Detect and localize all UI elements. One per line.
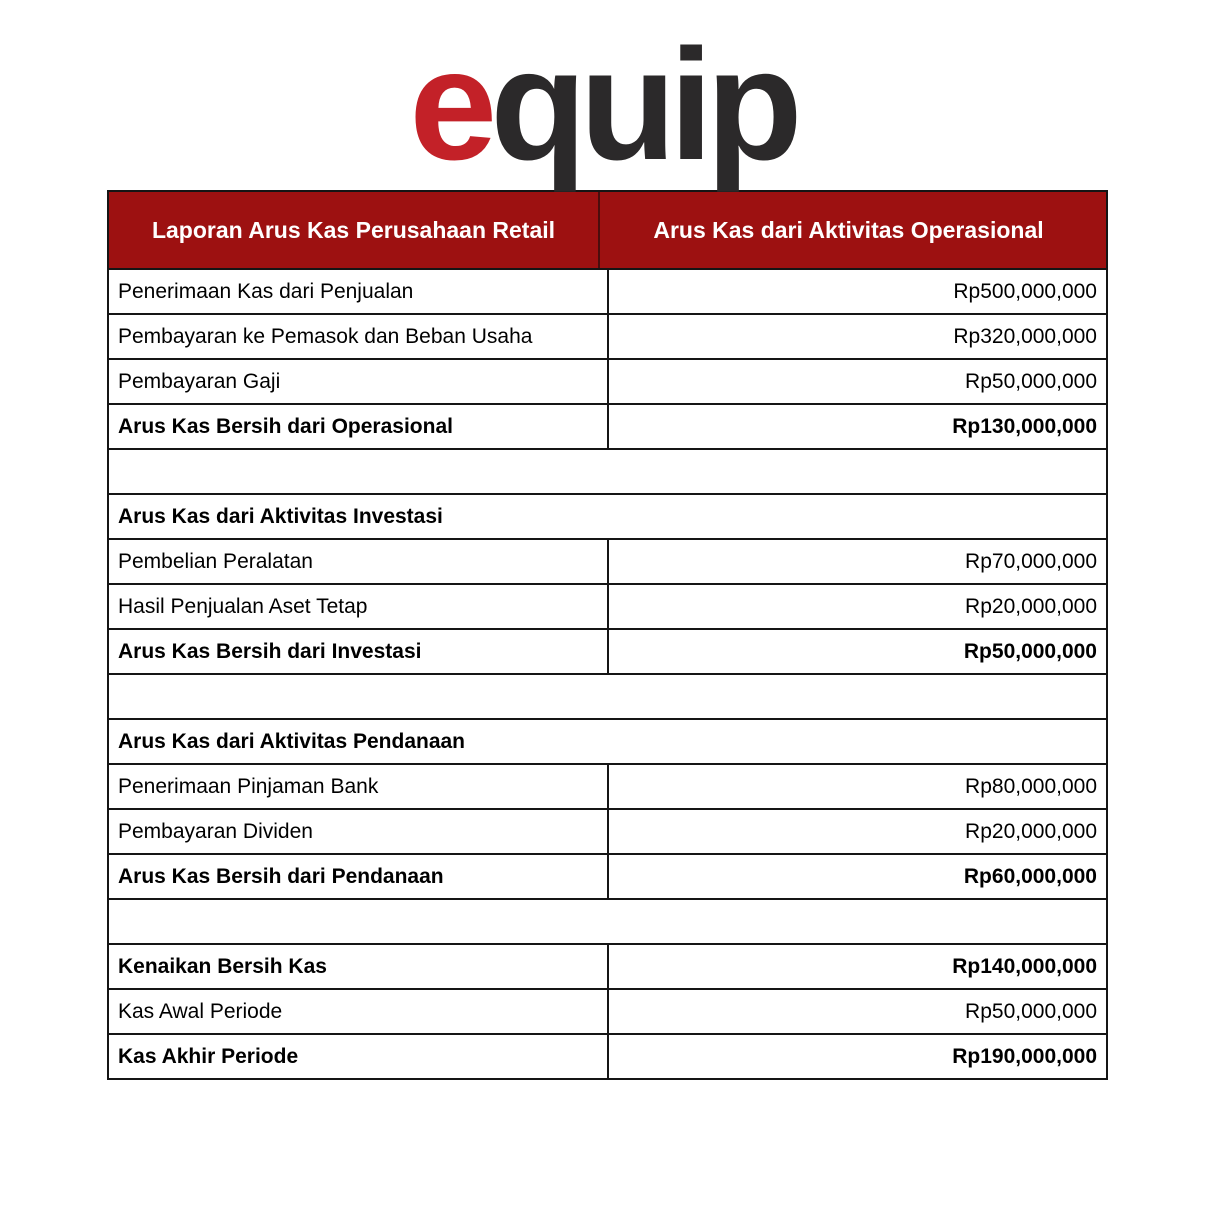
table-header-left: Laporan Arus Kas Perusahaan Retail — [109, 192, 600, 268]
table-row-subtotal — [109, 403, 1106, 448]
spacer-cell — [109, 450, 1106, 493]
row-label: Pembayaran Dividen — [109, 810, 609, 853]
row-label: Arus Kas Bersih dari Pendanaan — [109, 855, 609, 898]
table-row-subtotal — [109, 1033, 1106, 1078]
row-label: Arus Kas Bersih dari Operasional — [109, 405, 609, 448]
row-label: Pembayaran ke Pemasok dan Beban Usaha — [109, 315, 609, 358]
equip-logo-letters-quip: quip — [490, 17, 796, 193]
row-label: Kenaikan Bersih Kas — [109, 945, 609, 988]
table-row — [109, 268, 1106, 313]
spacer-cell — [109, 900, 1106, 943]
table-row — [109, 763, 1106, 808]
equip-logo-letter-e: e — [409, 17, 491, 193]
table-row — [109, 988, 1106, 1033]
spacer-cell — [109, 675, 1106, 718]
cash-flow-table — [107, 190, 1108, 1080]
section-label: Arus Kas dari Aktivitas Pendanaan — [118, 729, 466, 753]
table-section-row — [109, 718, 1106, 763]
row-label: Kas Akhir Periode — [109, 1035, 609, 1078]
row-value: Rp60,000,000 — [963, 864, 1097, 888]
row-value: Rp50,000,000 — [963, 639, 1097, 663]
table-row-subtotal — [109, 943, 1106, 988]
table-row — [109, 538, 1106, 583]
equip-logo-text — [409, 17, 796, 193]
row-value: Rp500,000,000 — [953, 279, 1097, 303]
table-spacer-row — [109, 673, 1106, 718]
table-row-subtotal — [109, 628, 1106, 673]
row-value: Rp70,000,000 — [965, 549, 1097, 573]
row-value: Rp320,000,000 — [953, 324, 1097, 348]
row-value: Rp80,000,000 — [965, 774, 1097, 798]
row-value: Rp20,000,000 — [965, 819, 1097, 843]
table-row — [109, 583, 1106, 628]
row-value: Rp140,000,000 — [952, 954, 1097, 978]
row-value: Rp50,000,000 — [965, 999, 1097, 1023]
row-label: Penerimaan Kas dari Penjualan — [109, 270, 609, 313]
row-value: Rp50,000,000 — [965, 369, 1097, 393]
table-section-row — [109, 493, 1106, 538]
table-spacer-row — [109, 448, 1106, 493]
table-row-subtotal — [109, 853, 1106, 898]
row-label: Hasil Penjualan Aset Tetap — [109, 585, 609, 628]
row-label: Pembayaran Gaji — [109, 360, 609, 403]
row-label: Arus Kas Bersih dari Investasi — [109, 630, 609, 673]
table-row — [109, 313, 1106, 358]
row-label: Pembelian Peralatan — [109, 540, 609, 583]
table-header-right: Arus Kas dari Aktivitas Operasional — [653, 216, 1044, 243]
equip-logo — [0, 0, 1205, 193]
table-row — [109, 808, 1106, 853]
section-label: Arus Kas dari Aktivitas Investasi — [118, 504, 443, 528]
table-spacer-row — [109, 898, 1106, 943]
row-label: Penerimaan Pinjaman Bank — [109, 765, 609, 808]
row-value: Rp20,000,000 — [965, 594, 1097, 618]
row-value: Rp190,000,000 — [952, 1044, 1097, 1068]
row-value: Rp130,000,000 — [952, 414, 1097, 438]
table-header-row — [109, 192, 1106, 268]
row-label: Kas Awal Periode — [109, 990, 609, 1033]
table-row — [109, 358, 1106, 403]
